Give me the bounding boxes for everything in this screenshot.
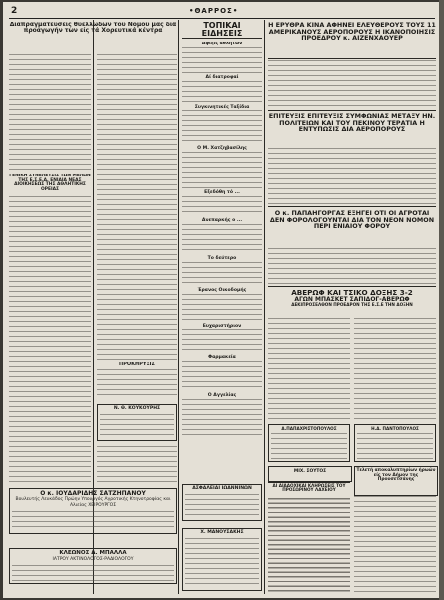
result-box-title: Τελετή αποκαλυπτηρίων ήρωών είς τον Δήμον της Προυσετσάνης xyxy=(356,468,436,483)
headline1-text xyxy=(268,60,436,108)
column-rule xyxy=(178,20,179,594)
lottery-table xyxy=(268,498,350,594)
headline3-text xyxy=(268,248,436,284)
notice-title: ΠΡΟΚΗΡΥΞΙΣ xyxy=(119,362,155,367)
result-box-text xyxy=(354,496,436,594)
ad8-title: ΜΙΧ. ΣΟΥΤΟΣ xyxy=(293,469,327,474)
headline3: Ο κ. ΠΑΠΑΗΓΟΡΓΑΣ ΕΞΗΓΕΙ ΟΤΙ ΟΙ ΑΓΡΟΤΑΙ ΔΕΝ ΦΟΡΟΛΟΓΟΥΝΤΑΙ ΔΙΑ ΤΟΝ ΝΕΟΝ ΝΟΜΟΝ ΠΕΡΙ ΕΝΙΑΙΟΥ ΦΟΡΟΥ xyxy=(269,209,435,231)
ad6-title: Α.ΠΑΠΑΧΡΙΣΤΟΠΟΥΛΟΣ xyxy=(281,426,337,431)
section2-block xyxy=(9,174,91,194)
local-item: Συγκινητικές Ταξίδια xyxy=(182,106,262,145)
headline3-block xyxy=(268,206,436,247)
ad-aktinologos xyxy=(9,548,177,596)
masthead xyxy=(9,6,435,19)
mid-text-col xyxy=(97,174,177,360)
local-item: Ο Μ. Χατζηβασίλης xyxy=(182,147,262,188)
ad-manousakis xyxy=(182,528,262,594)
ad2-sub: ΙΑΤΡΟΥ ΑΚΤΙΝΟΛΟΓΟΣ-ΡΑΔΙΟΛΟΓΟΥ xyxy=(52,556,134,562)
ad-soutos xyxy=(268,466,352,482)
left-text-col2 xyxy=(97,54,177,172)
local-item: Ευχαριστήριον xyxy=(182,325,262,354)
lottery-title: ΑΙ ΔΙΑΔΟΧΙΚΑΙ ΚΛΗΡΩΣΕΙΣ ΤΟΥ ΠΡΟΣΩΡΙΝΟΥ ΛΑΧΕΙΟΥ xyxy=(272,483,346,493)
local-item: Εξεδόθη τό ... xyxy=(182,191,262,216)
mid-text-col2 xyxy=(97,446,177,486)
ad-asfaleiai xyxy=(182,484,262,524)
local-item: Το δεύτερο xyxy=(182,257,262,286)
newspaper-page xyxy=(3,2,439,598)
sports-text-col2 xyxy=(354,318,436,422)
local-news-header xyxy=(182,22,262,39)
local-item: Άφιξις αθλητών xyxy=(182,42,262,73)
headline4: ΑΒΕΡΩΦ ΚΑΙ ΤΣΙΚΟ ΔΟΞΗΣ 3-2 xyxy=(291,288,413,297)
headline6: ΔΕΚΙΠΡΟΣΕΛΘΟΝ ΠΡΟΕΔΡΟΝ ΤΗΣ Ε.Σ.Ε ΤΗΝ ΔΟΞΗΝ xyxy=(291,301,413,307)
ad5-title: Χ. ΜΑΝΟΥΣΑΚΗΣ xyxy=(200,530,244,535)
section2-headline: ΓΕΝΙΚΗ ΣΥΝΕΛΕΥΣΙΣ ΤΩΝ ΜΕΛΩΝ ΤΗΣ Ε.Σ.Ε.Α. ΕΝΙΑΙΑ ΝΕΑΣ ΔΙΟΙΚΗΣΕΩΣ ΤΗΣ ΑΘΛΗΤΙΚΗΣ ΟΡΕΙΑΣ xyxy=(9,174,91,192)
ad1-sub: Βουλευτής Λευκάδος Πρώην Υπουργός Αγροτικής Κτηνοτροφίας και Αλιείας ΧΕΙΡΟΥΡΓΟΣ xyxy=(15,497,171,509)
local-news-list xyxy=(182,42,262,482)
ad1-title: Ο κ. ΙΟΥΔΑΡΙΔΗΣ ΣΑΤΖΗΠΑΝΟΥ xyxy=(40,490,146,497)
left-text-col3 xyxy=(9,196,91,486)
left-headline: Διαπραγματεύσεις θυελλωδών του Νομού μας διά προαγωγήν των είς τά Χορευτικά κέντρα xyxy=(9,22,177,35)
headline2: ΕΠΙΤΕΥΞΙΣ ΕΠΙΤΕΥΞΙΣ ΣΥΜΦΩΝΙΑΣ ΜΕΤΑΞΥ ΗΝ. ΠΟΛΙΤΕΙΩΝ ΚΑΙ ΤΟΥ ΠΕΚΙΝΟΥ ΤΕΡΑΤΙΑ Η ΕΝΤΥΠΩΣΙΣ ΔΙΑ ΑΕΡΟΠΟΡΟΥΣ xyxy=(268,112,436,134)
left-text-col1 xyxy=(9,54,91,172)
ad2-title: ΚΛΕΩΝΟΣ Δ. ΜΠΑΛΛΑ xyxy=(59,550,127,556)
ad-iatros xyxy=(9,488,177,546)
sports-text-col1 xyxy=(268,318,350,422)
local-item: Ανεπαρκής ο ... xyxy=(182,219,262,254)
ad4-title: ΑΣΦΑΛΕΙΑΙ ΙΩΑΝΝΙΝΩΝ xyxy=(192,486,252,491)
local-item: Φαρμακεία xyxy=(182,356,262,391)
local-item: Αί διατροφαί xyxy=(182,76,262,103)
page-number: 2 xyxy=(11,6,18,16)
page-edge xyxy=(439,0,444,600)
headline2-text xyxy=(268,148,436,204)
column-rule xyxy=(264,20,265,594)
ad-pantopoulos xyxy=(354,424,436,464)
ad-papachristopoulos xyxy=(268,424,350,464)
left-headline-block xyxy=(9,22,177,52)
notice-block xyxy=(97,362,177,402)
local-item: Ο Αγγελίας xyxy=(182,394,262,439)
headline1-block xyxy=(268,22,436,59)
sports-block xyxy=(268,286,436,317)
ad3-title: Ν. Θ. ΚΟΥΚΟΥΡΗΣ xyxy=(113,406,161,411)
local-news-title: ΤΟΠΙΚΑΙ ΕΙΔΗΣΕΙΣ xyxy=(201,22,243,39)
headline5: ΑΓΩΝ ΜΠΑΣΚΕΤ ΣΑΠΙΔΟΓ-ΑΒΕΡΩΦ xyxy=(294,295,410,303)
ad7-title: Η.Δ. ΠΑΝΤΟΠΟΥΛΟΣ xyxy=(371,426,419,431)
ad-koukouris xyxy=(97,404,177,444)
result-box xyxy=(354,466,438,496)
headline1: Η ΕΡΥΘΡΑ ΚΙΝΑ ΑΦΗΝΕΙ ΕΛΕΥΘΕΡΟΥΣ ΤΟΥΣ 11 ΑΜΕΡΙΚΑΝΟΥΣ ΑΕΡΟΠΟΡΟΥΣ Η ΙΚΑΝΟΠΟΙΗΣΙΣ ΠΡΟΕΔΡΟΥ κ. ΑΙΖΕΝΧΑΟΥΕΡ xyxy=(268,22,436,43)
lottery-header xyxy=(268,482,350,497)
headline2-block xyxy=(268,110,436,147)
paper-name: •ΘΑΡΡΟΣ• xyxy=(189,7,239,15)
local-item: Έρανος Οικοδομής xyxy=(182,289,262,322)
